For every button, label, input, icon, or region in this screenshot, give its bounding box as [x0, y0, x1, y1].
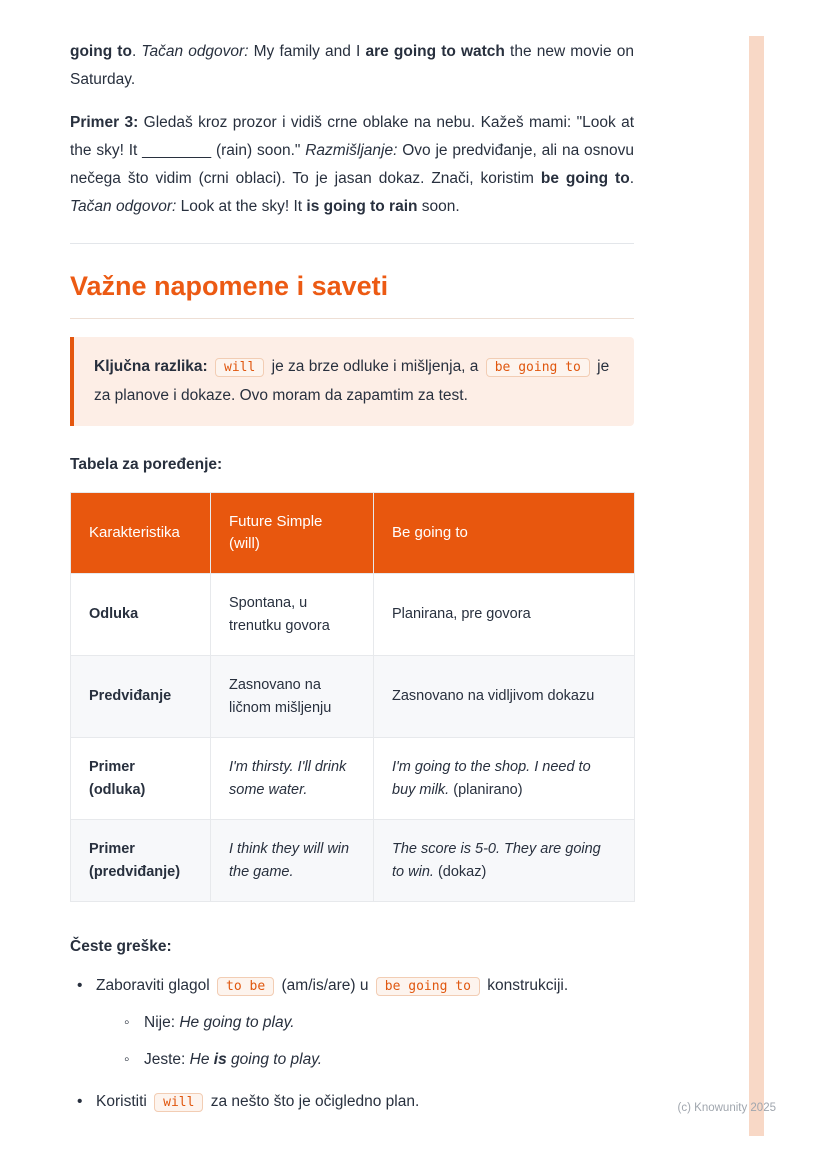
document-content — [70, 38, 634, 1131]
inline-code: will — [215, 358, 264, 377]
table-cell: Primer (odluka) — [71, 738, 211, 820]
paragraph-primer3: Primer 3: Gledaš kroz prozor i vidiš crne oblake na nebu. Kažeš mami: "Look at the sky! It ________ (rain) soon." Razmišljanje: Ovo je predviđanje, ali na osnovu nečega što vidim (crni oblaci). To je jasan dokaz. Znači, koristim be going to. Tačan odgovor: Look at the sky! It is going to rain soon. — [70, 114, 634, 215]
sub-list-item — [122, 1009, 634, 1037]
inline-code: to be — [217, 977, 274, 996]
table-label: Tabela za poređenje: — [70, 456, 223, 473]
section-heading: Važne napomene i saveti — [70, 271, 389, 301]
sub-list — [96, 1009, 634, 1074]
table-header-cell: Karakteristika — [71, 493, 211, 574]
table-header-cell: Be going to — [374, 493, 635, 574]
scrollbar-track[interactable] — [749, 36, 764, 1136]
mistakes-list — [70, 972, 634, 1117]
sub-list-item — [122, 1046, 634, 1074]
comparison-table — [70, 492, 635, 902]
table-header-row — [71, 493, 635, 574]
list-item — [70, 1088, 634, 1117]
table-row — [71, 820, 635, 902]
table-row — [71, 656, 635, 738]
table-cell: Zasnovano na ličnom mišljenju — [211, 656, 374, 738]
paragraph-answer: going to. Tačan odgovor: My family and I are going to watch the new movie on Saturday. — [70, 43, 634, 88]
inline-code: will — [154, 1093, 203, 1112]
table-header-cell: Future Simple (will) — [211, 493, 374, 574]
table-cell: Planirana, pre govora — [374, 574, 635, 656]
table-cell: I think they will win the game. — [211, 820, 374, 902]
table-cell: I'm going to the shop. I need to buy milk. (planirano) — [374, 738, 635, 820]
table-cell: Odluka — [71, 574, 211, 656]
list-item-text: Koristiti will za nešto što je očigledno plan. — [96, 1093, 420, 1110]
list-item — [70, 972, 634, 1074]
sub-list-item-text: Jeste: He is going to play. — [144, 1051, 323, 1068]
table-cell: Zasnovano na vidljivom dokazu — [374, 656, 635, 738]
table-cell: Predviđanje — [71, 656, 211, 738]
table-row — [71, 738, 635, 820]
table-cell: The score is 5-0. They are going to win. (dokaz) — [374, 820, 635, 902]
table-cell: Spontana, u trenutku govora — [211, 574, 374, 656]
inline-code: be going to — [376, 977, 480, 996]
list-item-text: Zaboraviti glagol to be (am/is/are) u be going to konstrukciji. — [96, 977, 569, 994]
mistakes-label: Česte greške: — [70, 938, 172, 955]
heading-underline-divider — [70, 318, 634, 319]
table-row — [71, 574, 635, 656]
callout-text: Ključna razlika: will je za brze odluke i mišljenja, a be going to je za planove i dokaze. Ovo moram da zapamtim za test. — [94, 358, 610, 404]
table-cell: I'm thirsty. I'll drink some water. — [211, 738, 374, 820]
table-cell: Primer (predviđanje) — [71, 820, 211, 902]
copyright: (c) Knowunity 2025 — [677, 1102, 776, 1114]
key-difference-callout — [70, 337, 634, 426]
sub-list-item-text: Nije: He going to play. — [144, 1014, 295, 1031]
inline-code: be going to — [486, 358, 590, 377]
section-divider — [70, 243, 634, 244]
